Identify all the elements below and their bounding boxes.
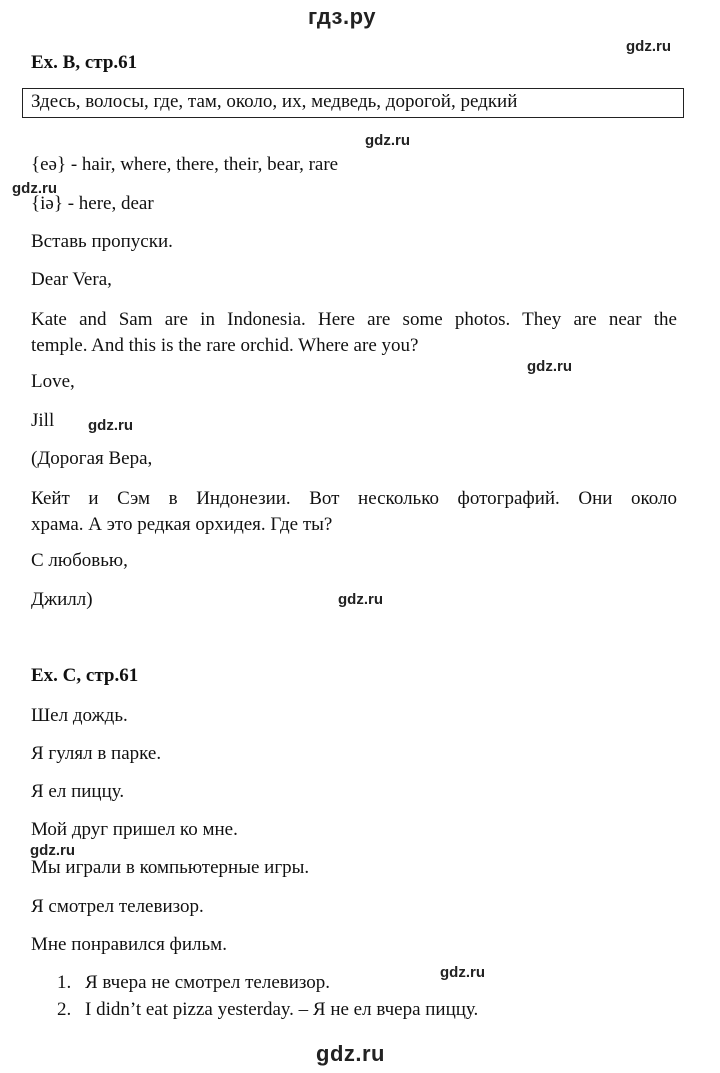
sentence: Я смотрел телевизор. xyxy=(31,896,204,917)
footer-watermark: gdz.ru xyxy=(316,1041,385,1066)
letter-ru-signature: Джилл) xyxy=(31,589,93,610)
instruction: Вставь пропуски. xyxy=(31,231,173,252)
watermark: gdz.ru xyxy=(88,417,133,434)
sentence: Шел дождь. xyxy=(31,705,128,726)
list-number: 1. xyxy=(57,972,72,993)
ex-c-heading: Ex. C, стр.61 xyxy=(31,665,139,686)
ex-b-heading: Ex. B, стр.61 xyxy=(31,52,138,73)
letter-en-greeting: Dear Vera, xyxy=(31,269,112,290)
sentence: Мой друг пришел ко мне. xyxy=(31,819,238,840)
watermark: gdz.ru xyxy=(440,964,485,981)
letter-ru-body-1: Кейт и Сэм в Индонезии. Вот несколько фотографий. Они около xyxy=(31,488,677,509)
boxed-words: Здесь, волосы, где, там, около, их, медведь, дорогой, редкий xyxy=(31,91,518,112)
list-item: I didn’t eat pizza yesterday. – Я не ел вчера пиццу. xyxy=(85,999,479,1020)
letter-en-body-2: temple. And this is the rare orchid. Where are you? xyxy=(31,335,419,356)
sentence: Я гулял в парке. xyxy=(31,743,162,764)
letter-ru-closing: С любовью, xyxy=(31,550,128,571)
sentence: Мне понравился фильм. xyxy=(31,934,227,955)
letter-ru-greeting: (Дорогая Вера, xyxy=(31,448,153,469)
watermark: gdz.ru xyxy=(365,132,410,149)
watermark: gdz.ru xyxy=(30,842,75,859)
list-number: 2. xyxy=(57,999,72,1020)
site-header: гдз.ру xyxy=(308,4,376,29)
list-item: Я вчера не смотрел телевизор. xyxy=(85,972,331,993)
sound-ea-line: {eə} - hair, where, there, their, bear, rare xyxy=(31,154,339,175)
word-box xyxy=(22,88,684,118)
sentence: Я ел пиццу. xyxy=(31,781,125,802)
watermark: gdz.ru xyxy=(527,358,572,375)
watermark: gdz.ru xyxy=(338,591,383,608)
letter-ru-body-2: храма. А это редкая орхидея. Где ты? xyxy=(31,514,333,535)
sentence: Мы играли в компьютерные игры. xyxy=(31,857,310,878)
letter-en-signature: Jill xyxy=(31,410,55,431)
letter-en-closing: Love, xyxy=(31,371,75,392)
sound-ia-line: {iə} - here, dear xyxy=(31,193,154,214)
watermark: gdz.ru xyxy=(12,180,57,197)
letter-en-body-1: Kate and Sam are in Indonesia. Here are some photos. They are near the xyxy=(31,309,677,330)
watermark: gdz.ru xyxy=(626,38,671,55)
